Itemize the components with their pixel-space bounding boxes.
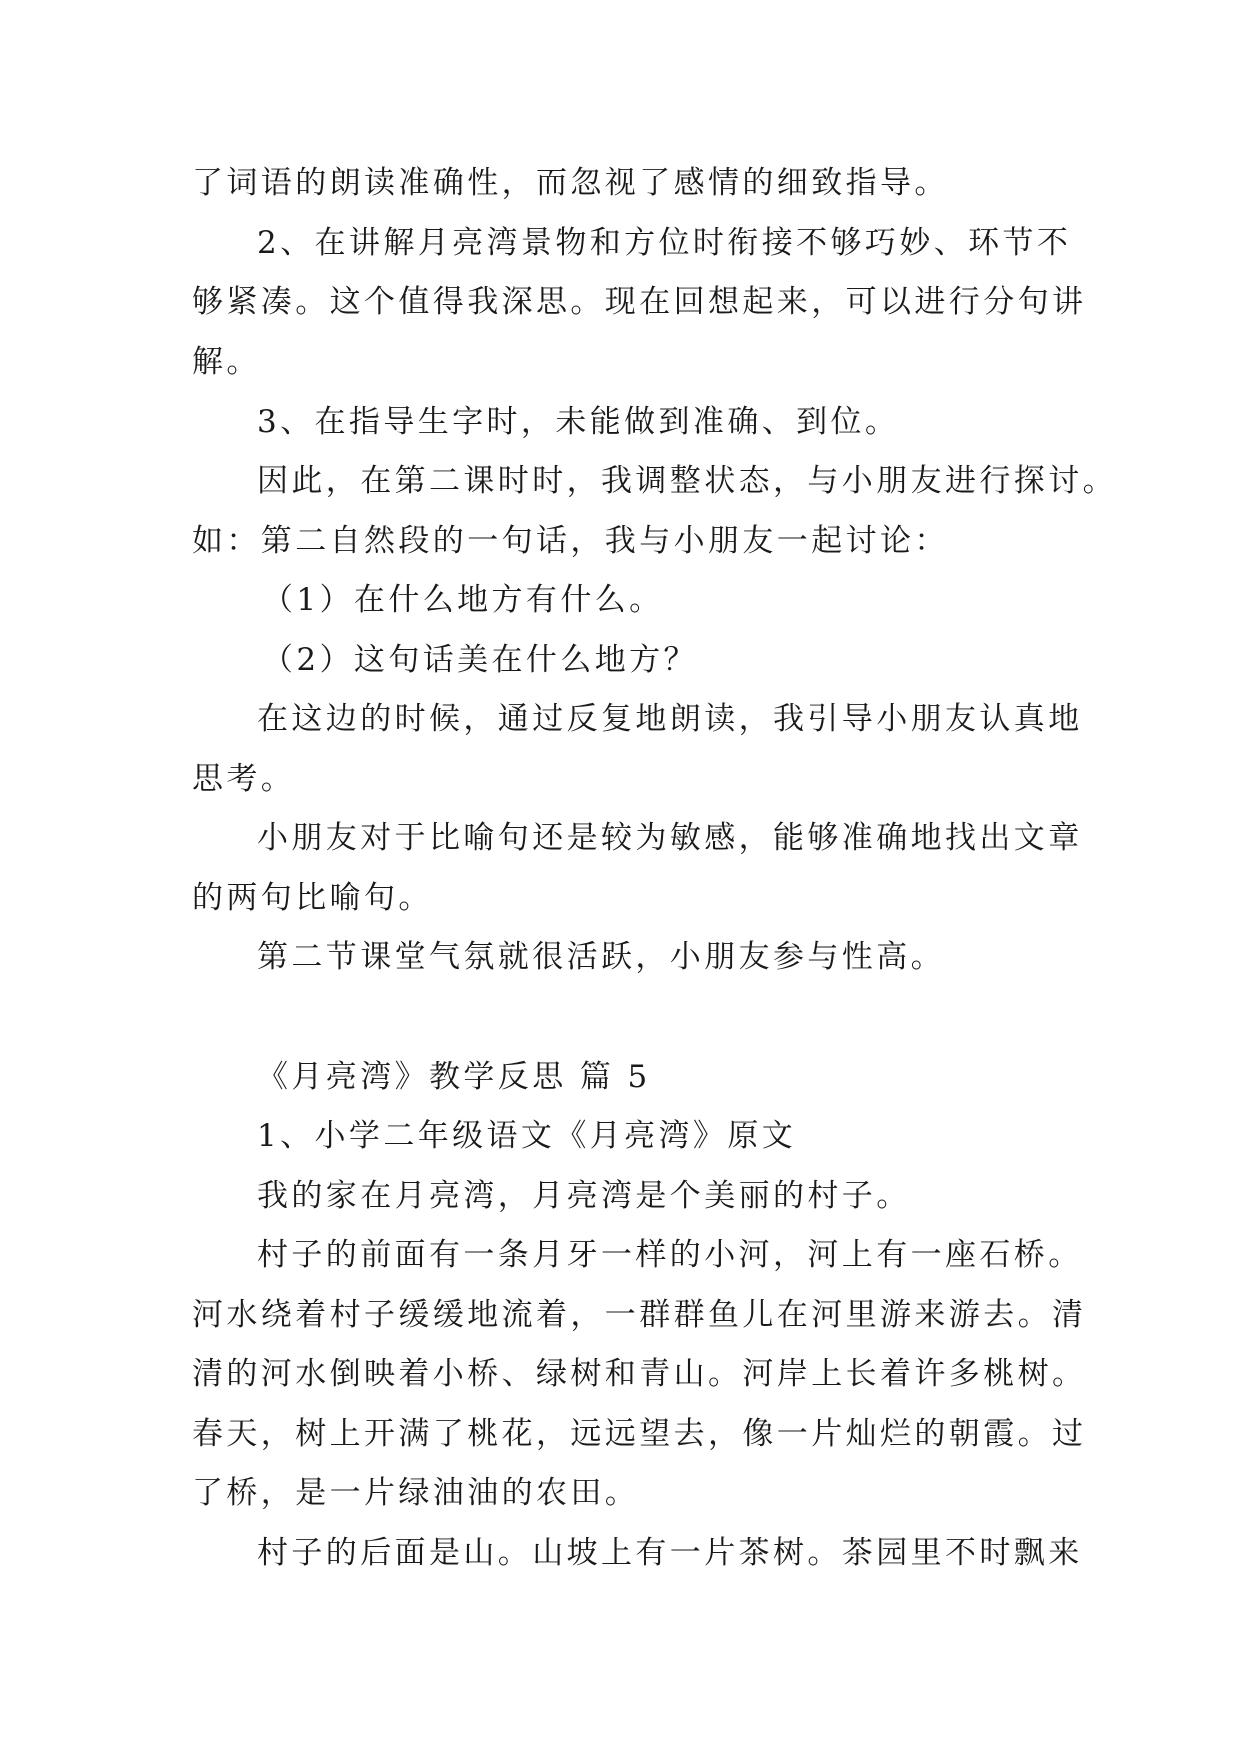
text-line: 2、在讲解月亮湾景物和方位时衔接不够巧妙、环节不 [257, 225, 1072, 261]
text-line: 1、小学二年级语文《月亮湾》原文 [257, 1118, 797, 1154]
text-line: 第二节课堂气氛就很活跃，小朋友参与性高。 [257, 939, 945, 975]
text-line: 如：第二自然段的一句话，我与小朋友一起讨论： [192, 523, 949, 559]
text-line: 村子的后面是山。山坡上有一片茶树。茶园里不时飘来 [257, 1535, 1083, 1571]
text-line: 我的家在月亮湾，月亮湾是个美丽的村子。 [257, 1178, 911, 1214]
text-line: 够紧凑。这个值得我深思。现在回想起来，可以进行分句讲 [192, 284, 1087, 320]
text-line: 河水绕着村子缓缓地流着，一群群鱼儿在河里游来游去。清 [192, 1297, 1087, 1333]
text-line: 了桥，是一片绿油油的农田。 [192, 1475, 640, 1511]
text-line: 3、在指导生字时，未能做到准确、到位。 [257, 404, 900, 440]
text-line: 村子的前面有一条月牙一样的小河，河上有一座石桥。 [257, 1237, 1083, 1273]
text-line: 在这边的时候，通过反复地朗读，我引导小朋友认真地 [257, 701, 1083, 737]
text-line: （1）在什么地方有什么。 [262, 582, 664, 618]
text-line: 春天，树上开满了桃花，远远望去，像一片灿烂的朝霞。过 [192, 1416, 1087, 1452]
text-line: 因此，在第二课时时，我调整状态，与小朋友进行探讨。 [257, 463, 1117, 499]
text-line: 的两句比喻句。 [192, 880, 433, 916]
section-heading: 《月亮湾》教学反思 篇 5 [257, 1059, 651, 1095]
text-line: 小朋友对于比喻句还是较为敏感，能够准确地找出文章 [257, 820, 1083, 856]
text-line: （2）这句话美在什么地方？ [262, 642, 698, 678]
text-line: 了词语的朗读准确性，而忽视了感情的细致指导。 [192, 165, 949, 201]
text-line: 解。 [192, 344, 261, 380]
text-line: 清的河水倒映着小桥、绿树和青山。河岸上长着许多桃树。 [192, 1356, 1087, 1392]
text-line: 思考。 [192, 761, 296, 797]
